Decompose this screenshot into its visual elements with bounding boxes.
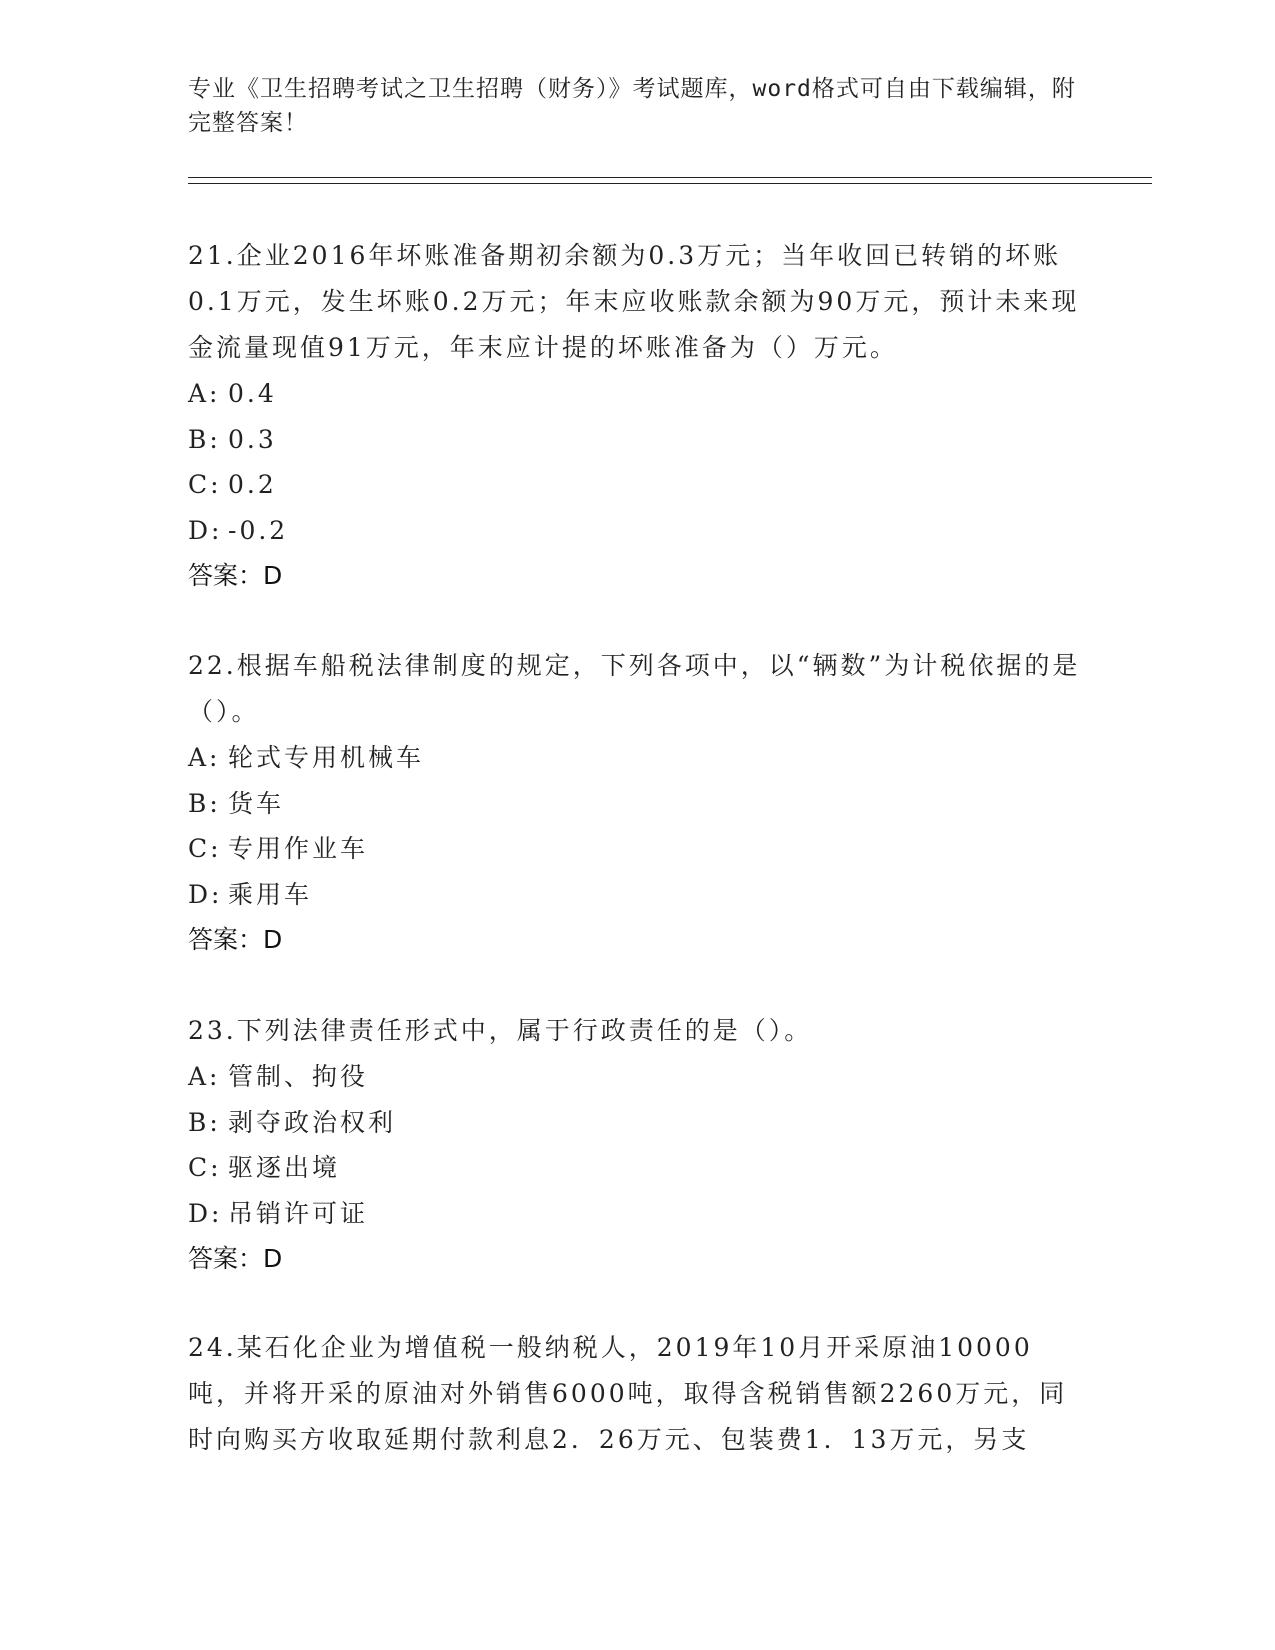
option-value: 0.3 (228, 424, 277, 454)
answer: 答案：D (188, 925, 283, 954)
option-key: D: (188, 515, 223, 545)
option-a (188, 371, 1088, 417)
option-b (188, 1100, 1088, 1146)
option-value: 0.2 (228, 470, 277, 499)
option-key: C: (188, 1153, 222, 1182)
option-a (188, 1054, 1088, 1100)
option-key: B: (188, 1107, 221, 1137)
option-value: -0.2 (228, 515, 289, 545)
question-24 (188, 1325, 1088, 1463)
option-value: 乘用车 (228, 879, 313, 909)
header-divider-top (188, 177, 1152, 178)
document-header: 专业《卫生招聘考试之卫生招聘（财务）》考试题库，word格式可自由下载编辑，附完整答案！ (188, 76, 1076, 136)
question-text: 24.某石化企业为增值税一般纳税人，2019年10月开采原油10000吨，并将开采的原油对外销售6000吨，取得含税销售额2260万元，同时向购买方收取延期付款利息2．26万元、包装费1．13万元，另支 (188, 1333, 1068, 1454)
question-22 (188, 643, 1088, 963)
option-key: A: (188, 743, 221, 772)
option-value: 专用作业车 (228, 834, 369, 863)
option-key: A: (188, 379, 221, 408)
option-value: 轮式专用机械车 (228, 743, 425, 772)
option-d (188, 872, 1088, 918)
answer: 答案：D (188, 561, 283, 590)
answer: 答案：D (188, 1244, 283, 1273)
option-value: 吊销许可证 (228, 1198, 369, 1228)
question-23 (188, 1008, 1088, 1282)
option-key: C: (188, 470, 222, 499)
option-key: B: (188, 424, 221, 454)
option-key: B: (188, 788, 221, 818)
option-key: D: (188, 879, 223, 909)
option-b (188, 781, 1088, 827)
option-value: 管制、拘役 (228, 1062, 369, 1091)
option-c (188, 462, 1088, 508)
option-key: C: (188, 834, 222, 863)
option-key: D: (188, 1198, 223, 1228)
option-value: 0.4 (228, 379, 277, 408)
header-divider-bottom (188, 183, 1152, 184)
option-value: 剥夺政治权利 (228, 1107, 397, 1137)
question-21 (188, 233, 1088, 599)
option-key: A: (188, 1062, 221, 1091)
option-c (188, 826, 1088, 872)
question-text: 21.企业2016年坏账准备期初余额为0.3万元；当年收回已转销的坏账0.1万元，发生坏账0.2万元；年末应收账款余额为90万元，预计未来现金流量现值91万元，年末应计提的坏账准备为（）万元。 (188, 241, 1080, 362)
option-value: 货车 (228, 788, 285, 818)
option-c (188, 1145, 1088, 1191)
question-text: 22.根据车船税法律制度的规定，下列各项中，以“辆数”为计税依据的是（）。 (188, 651, 1081, 726)
option-d (188, 1191, 1088, 1237)
option-b (188, 417, 1088, 463)
option-value: 驱逐出境 (228, 1153, 341, 1182)
option-d (188, 508, 1088, 554)
question-text: 23.下列法律责任形式中，属于行政责任的是（）。 (188, 1016, 813, 1045)
option-a (188, 735, 1088, 781)
